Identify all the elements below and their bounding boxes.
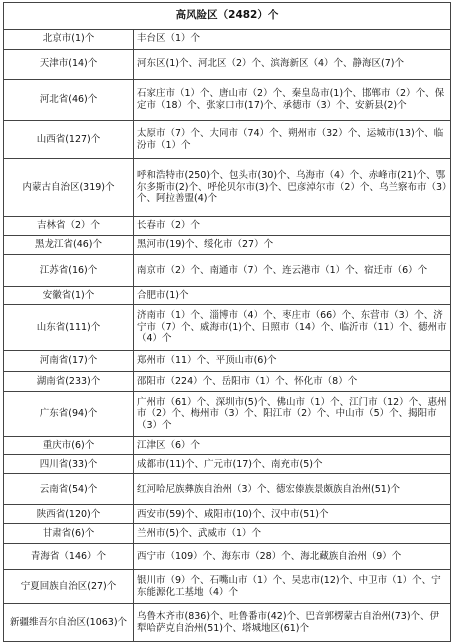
table-row xyxy=(4,524,451,543)
province-cell: 山西省(127)个 xyxy=(4,121,134,159)
table-row xyxy=(4,455,451,474)
province-cell: 吉林省（2）个 xyxy=(4,217,134,235)
areas-cell: 西安市(59)个、咸阳市(10)个、汉中市(51)个 xyxy=(134,505,451,524)
title-row xyxy=(4,3,451,30)
high-risk-area-table xyxy=(3,2,451,642)
table-row xyxy=(4,570,451,604)
province-cell: 江苏省(16)个 xyxy=(4,255,134,287)
areas-cell: 南京市（2）个、南通市（7）个、连云港市（1）个、宿迁市（6）个 xyxy=(134,255,451,287)
areas-cell: 郑州市（11）个、平顶山市(6)个 xyxy=(134,350,451,371)
province-cell: 陕西省(120)个 xyxy=(4,505,134,524)
table-title: 高风险区（2482）个 xyxy=(4,3,451,30)
table-body xyxy=(4,3,451,642)
areas-cell: 河东区(1)个、河北区（2）个、滨海新区（4）个、静海区(7)个 xyxy=(134,49,451,79)
table-row xyxy=(4,79,451,121)
province-cell: 青海省（146）个 xyxy=(4,543,134,570)
table-row xyxy=(4,350,451,371)
province-cell: 广东省(94)个 xyxy=(4,391,134,436)
table-row xyxy=(4,604,451,642)
table-row xyxy=(4,121,451,159)
province-cell: 宁夏回族自治区(27)个 xyxy=(4,570,134,604)
table-row xyxy=(4,436,451,454)
areas-cell: 丰台区（1）个 xyxy=(134,29,451,49)
province-cell: 湖南省(233)个 xyxy=(4,372,134,391)
province-cell: 北京市(1)个 xyxy=(4,29,134,49)
province-cell: 重庆市(6)个 xyxy=(4,436,134,454)
areas-cell: 邵阳市（224）个、岳阳市（1）个、怀化市（8）个 xyxy=(134,372,451,391)
areas-cell: 江津区（6）个 xyxy=(134,436,451,454)
province-cell: 安徽省(1)个 xyxy=(4,286,134,304)
table-row xyxy=(4,305,451,351)
table-row xyxy=(4,286,451,304)
province-cell: 天津市(14)个 xyxy=(4,49,134,79)
province-cell: 河北省(46)个 xyxy=(4,79,134,121)
province-cell: 黑龙江省(46)个 xyxy=(4,235,134,254)
table-row xyxy=(4,474,451,505)
table-row xyxy=(4,235,451,254)
province-cell: 四川省(33)个 xyxy=(4,455,134,474)
areas-cell: 呼和浩特市(250)个、包头市(30)个、乌海市（4）个、赤峰市(21)个、鄂尔多斯市(2)个、呼伦贝尔市(3)个、巴彦淖尔市（2）个、乌兰察布市（3）个、阿拉善盟(4)个 xyxy=(134,159,451,217)
areas-cell: 成都市(11)个、广元市(17)个、南充市(5)个 xyxy=(134,455,451,474)
table-row xyxy=(4,543,451,570)
table-row xyxy=(4,255,451,287)
province-cell: 河南省(17)个 xyxy=(4,350,134,371)
province-cell: 山东省(111)个 xyxy=(4,305,134,351)
table-row xyxy=(4,159,451,217)
areas-cell: 红河哈尼族彝族自治州（3）个、德宏傣族景颇族自治州(51)个 xyxy=(134,474,451,505)
table-row xyxy=(4,29,451,49)
table-row xyxy=(4,217,451,235)
areas-cell: 石家庄市（1）个、唐山市（2）个、秦皇岛市(1)个、邯郸市（2）个、保定市（18）个、张家口市(17)个、承德市（3）个、安新县(2)个 xyxy=(134,79,451,121)
areas-cell: 太原市（7）个、大同市（74）个、朔州市（32）个、运城市(13)个、临汾市（1）个 xyxy=(134,121,451,159)
areas-cell: 济南市（1）个、淄博市（4）个、枣庄市（66）个、东营市（3）个、济宁市（7）个、威海市(1)个、日照市（14）个、临沂市（11）个、德州市（4）个 xyxy=(134,305,451,351)
province-cell: 内蒙古自治区(319)个 xyxy=(4,159,134,217)
areas-cell: 银川市（9）个、石嘴山市（1）个、吴忠市(12)个、中卫市（1）个、宁东能源化工基地（4）个 xyxy=(134,570,451,604)
province-cell: 新疆维吾尔自治区(1063)个 xyxy=(4,604,134,642)
areas-cell: 西宁市（109）个、海东市（28）个、海北藏族自治州（9）个 xyxy=(134,543,451,570)
province-cell: 云南省(54)个 xyxy=(4,474,134,505)
areas-cell: 合肥市(1)个 xyxy=(134,286,451,304)
areas-cell: 黑河市(19)个、绥化市（27）个 xyxy=(134,235,451,254)
table-row xyxy=(4,49,451,79)
areas-cell: 乌鲁木齐市(836)个、吐鲁番市(42)个、巴音郭楞蒙古自治州(73)个、伊犁哈萨克自治州(51)个、塔城地区(61)个 xyxy=(134,604,451,642)
province-cell: 甘肃省(6)个 xyxy=(4,524,134,543)
table-row xyxy=(4,372,451,391)
areas-cell: 广州市（61）个、深圳市(5)个、佛山市（1）个、江门市（12）个、惠州市（2）个、梅州市（3）个、阳江市（2）个、中山市（5）个、揭阳市（3）个 xyxy=(134,391,451,436)
table-row xyxy=(4,391,451,436)
areas-cell: 兰州市(5)个、武威市（1）个 xyxy=(134,524,451,543)
table-row xyxy=(4,505,451,524)
areas-cell: 长春市（2）个 xyxy=(134,217,451,235)
